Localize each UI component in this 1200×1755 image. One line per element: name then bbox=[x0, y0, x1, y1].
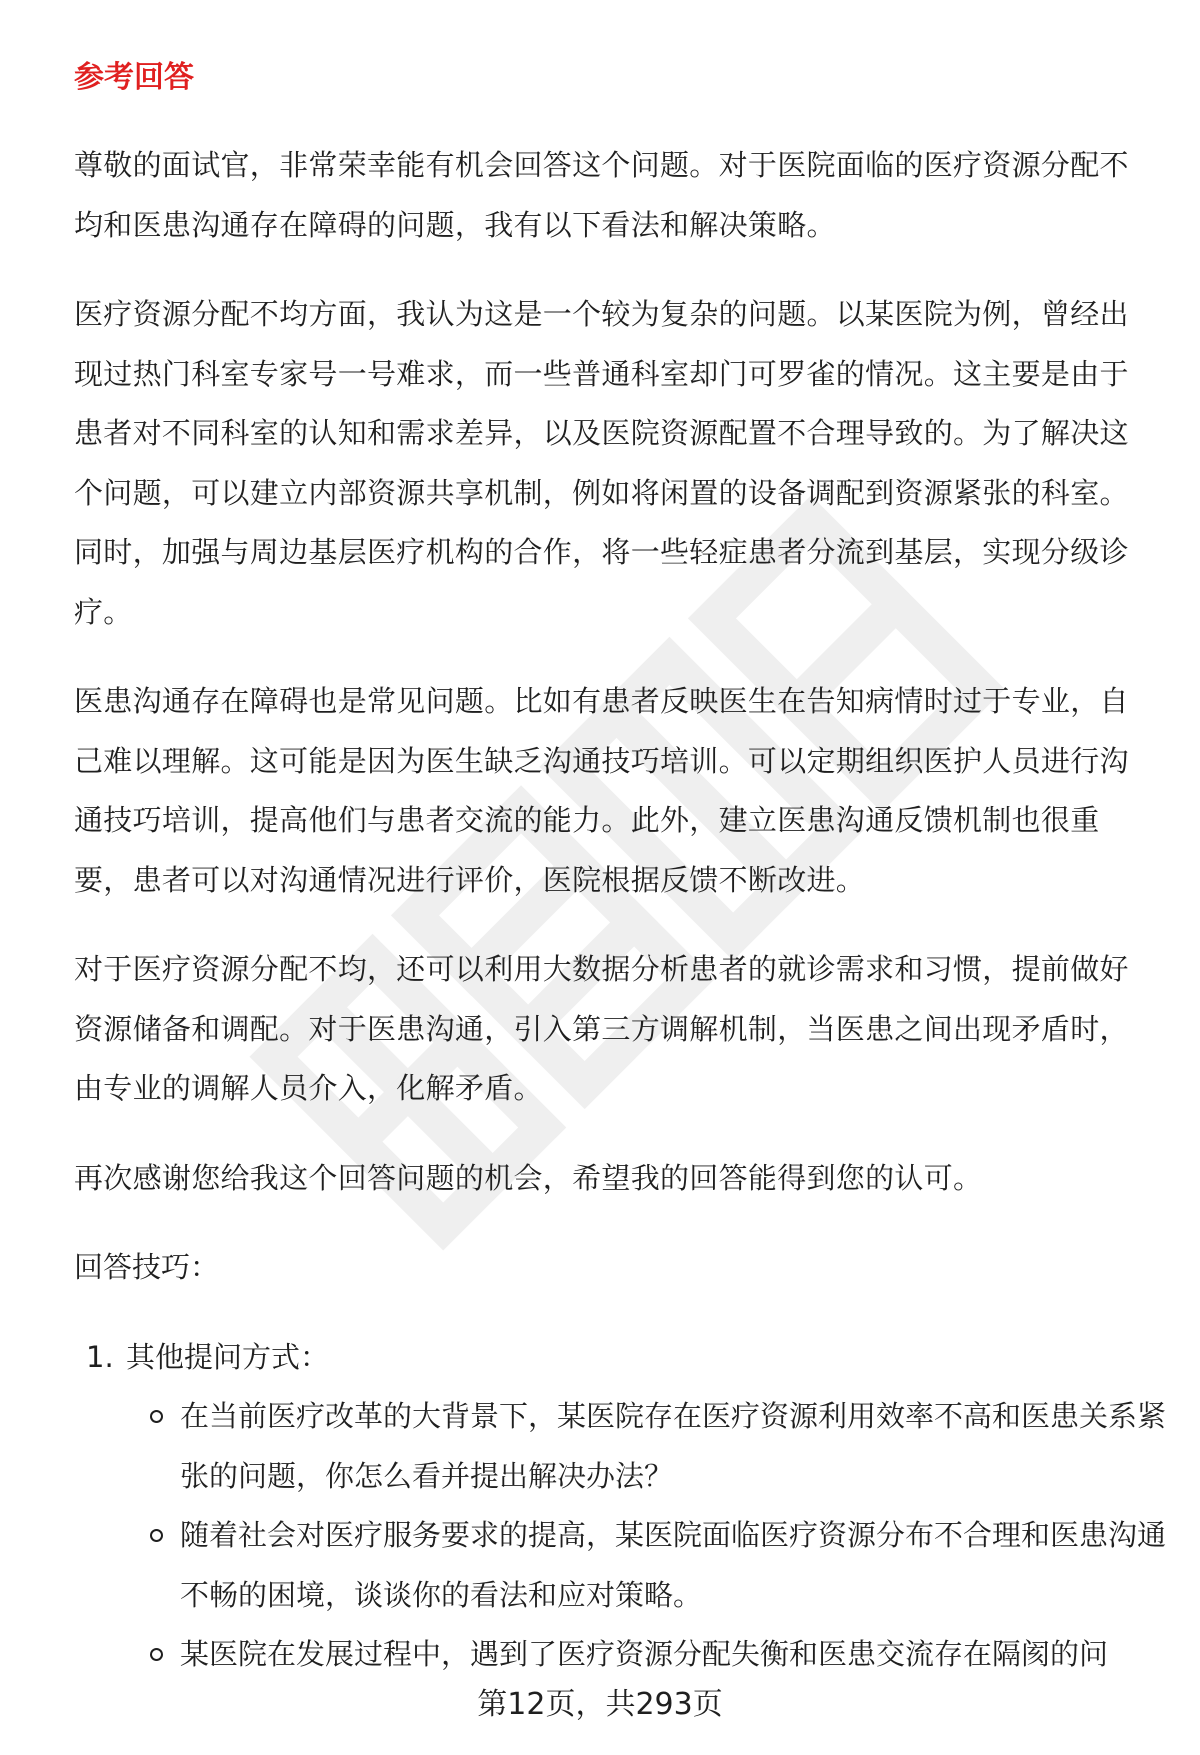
tips-label: 回答技巧： bbox=[74, 1250, 220, 1284]
ordered-list-item bbox=[74, 1328, 1144, 1388]
alternative-questions-list bbox=[74, 1387, 1167, 1685]
paragraph-resource-allocation: 医疗资源分配不均方面，我认为这是一个较为复杂的问题。以某医院为例，曾经出现过热门科室专家号一号难求，而一些普通科室却门可罗雀的情况。这主要是由于患者对不同科室的认知和需求差异，以及医院资源配置不合理导致的。为了解决这个问题，可以建立内部资源共享机制，例如将闲置的设备调配到资源紧张的科室。同时，加强与周边基层医疗机构的合作，将一些轻症患者分流到基层，实现分级诊疗。 bbox=[74, 297, 1129, 629]
section-heading: 参考回答 bbox=[74, 60, 194, 95]
list-item bbox=[180, 1506, 1180, 1625]
hollow-bullet-icon bbox=[150, 1529, 163, 1542]
hollow-bullet-icon bbox=[150, 1410, 163, 1423]
paragraph-intro: 尊敬的面试官，非常荣幸能有机会回答这个问题。对于医院面临的医疗资源分配不均和医患沟通存在障碍的问题，我有以下看法和解决策略。 bbox=[74, 148, 1129, 242]
list-item-title: 其他提问方式： bbox=[126, 1339, 330, 1374]
paragraph-additional-measures: 对于医疗资源分配不均，还可以利用大数据分析患者的就诊需求和习惯，提前做好资源储备和调配。对于医患沟通，引入第三方调解机制，当医患之间出现矛盾时，由专业的调解人员介入，化解矛盾。 bbox=[74, 952, 1129, 1105]
list-item-text: 某医院在发展过程中，遇到了医疗资源分配失衡和医患交流存在隔阂的问 bbox=[180, 1637, 1109, 1671]
hollow-bullet-icon bbox=[150, 1648, 163, 1661]
paragraph-communication: 医患沟通存在障碍也是常见问题。比如有患者反映医生在告知病情时过于专业，自己难以理解。这可能是因为医生缺乏沟通技巧培训。可以定期组织医护人员进行沟通技巧培训，提高他们与患者交流的能力。此外，建立医患沟通反馈机制也很重要，患者可以对沟通情况进行评价，医院根据反馈不断改进。 bbox=[74, 684, 1129, 897]
list-number: 1. bbox=[86, 1339, 114, 1374]
list-item-text: 随着社会对医疗服务要求的提高，某医院面临医疗资源分布不合理和医患沟通不畅的困境，谈谈你的看法和应对策略。 bbox=[180, 1518, 1167, 1612]
list-item-text: 在当前医疗改革的大背景下，某医院存在医疗资源利用效率不高和医患关系紧张的问题，你怎么看并提出解决办法？ bbox=[180, 1399, 1167, 1493]
page-number-footer: 第12页，共293页 bbox=[477, 1687, 723, 1722]
list-item bbox=[180, 1387, 1180, 1506]
document-body bbox=[74, 52, 1167, 1685]
list-item bbox=[180, 1625, 1180, 1685]
paragraph-closing: 再次感谢您给我这个回答问题的机会，希望我的回答能得到您的认可。 bbox=[74, 1160, 983, 1195]
